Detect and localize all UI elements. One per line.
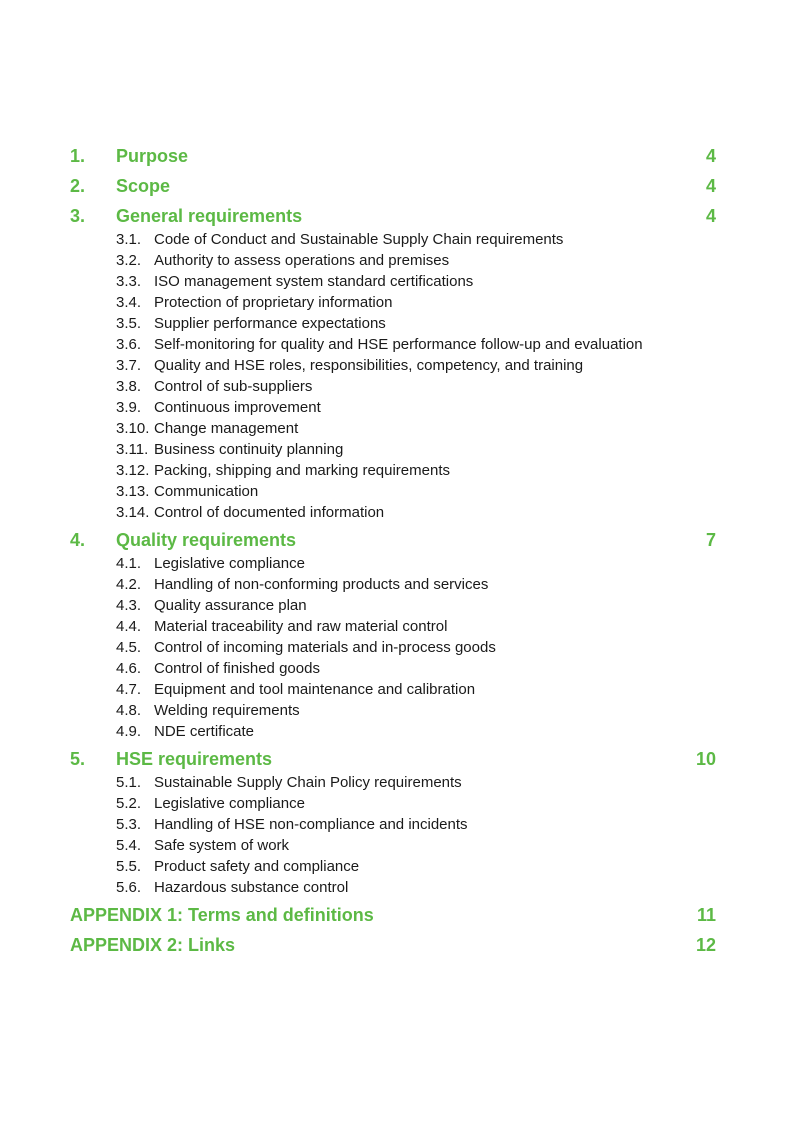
subsection-title: Handling of non-conforming products and services: [154, 576, 489, 593]
toc-subsection-entry[interactable]: [70, 574, 716, 595]
subsection-title: Control of documented information: [154, 504, 385, 521]
subsection-number: 5.5.: [116, 858, 142, 875]
subsection-title: Business continuity planning: [154, 441, 344, 458]
subsection-title: Material traceability and raw material control: [154, 618, 448, 635]
toc-subsection-entry[interactable]: [70, 418, 716, 439]
toc-section-entry[interactable]: [70, 173, 716, 199]
toc-subsection-entry[interactable]: [70, 250, 716, 271]
toc-subsection-entry[interactable]: [70, 658, 716, 679]
toc-subsection-entry[interactable]: [70, 772, 716, 793]
appendix-title: APPENDIX 2: Links: [70, 935, 236, 955]
subsection-number: 4.7.: [116, 681, 142, 698]
subsection-title: Product safety and compliance: [154, 858, 360, 875]
toc-subsection-entry[interactable]: [70, 271, 716, 292]
toc-subsection-entry[interactable]: [70, 814, 716, 835]
toc-subsection-entry[interactable]: [70, 679, 716, 700]
subsection-number: 3.9.: [116, 399, 142, 416]
subsection-title: Protection of proprietary information: [154, 294, 393, 311]
section-title: General requirements: [116, 206, 303, 226]
subsection-title: Code of Conduct and Sustainable Supply Chain requirements: [154, 231, 564, 248]
subsection-number: 3.11.: [116, 441, 149, 458]
subsection-number: 5.6.: [116, 879, 142, 896]
subsection-title: Self-monitoring for quality and HSE performance follow-up and evaluation: [154, 336, 643, 353]
table-of-contents: [70, 143, 716, 958]
subsection-number: 4.4.: [116, 618, 142, 635]
toc-section-entry[interactable]: [70, 143, 716, 169]
appendix-title: APPENDIX 1: Terms and definitions: [70, 905, 374, 925]
subsection-number: 5.3.: [116, 816, 142, 833]
subsection-number: 5.1.: [116, 774, 142, 791]
subsection-number: 4.2.: [116, 576, 142, 593]
toc-subsection-entry[interactable]: [70, 553, 716, 574]
subsection-number: 4.1.: [116, 555, 142, 572]
subsection-title: Packing, shipping and marking requirements: [154, 462, 450, 479]
section-page-number: 4: [705, 206, 716, 226]
toc-subsection-entry[interactable]: [70, 595, 716, 616]
subsection-title: Equipment and tool maintenance and calibration: [154, 681, 476, 698]
subsection-title: Quality assurance plan: [154, 597, 307, 614]
subsection-number: 3.12.: [116, 462, 150, 479]
subsection-title: Communication: [154, 483, 259, 500]
subsection-number: 4.3.: [116, 597, 142, 614]
subsection-number: 3.7.: [116, 357, 142, 374]
section-number: 5.: [70, 749, 86, 769]
subsection-title: Handling of HSE non-compliance and incidents: [154, 816, 468, 833]
subsection-title: Authority to assess operations and premises: [154, 252, 450, 269]
toc-subsection-entry[interactable]: [70, 376, 716, 397]
section-page-number: 4: [705, 146, 716, 166]
subsection-title: Supplier performance expectations: [154, 315, 386, 332]
subsection-title: Quality and HSE roles, responsibilities, competency, and training: [154, 357, 584, 374]
subsection-number: 4.8.: [116, 702, 142, 719]
section-number: 1.: [70, 146, 86, 166]
toc-section-entry[interactable]: [70, 746, 716, 772]
section-title: Purpose: [116, 146, 189, 166]
toc-subsection-entry[interactable]: [70, 229, 716, 250]
toc-subsection-entry[interactable]: [70, 502, 716, 523]
section-number: 3.: [70, 206, 86, 226]
toc-subsection-entry[interactable]: [70, 793, 716, 814]
toc-subsection-entry[interactable]: [70, 355, 716, 376]
subsection-number: 4.5.: [116, 639, 142, 656]
toc-subsection-entry[interactable]: [70, 439, 716, 460]
section-page-number: 7: [705, 530, 716, 550]
subsection-number: 4.9.: [116, 723, 142, 740]
subsection-number: 3.6.: [116, 336, 142, 353]
section-title: HSE requirements: [116, 749, 273, 769]
appendix-page-number: 11: [696, 905, 716, 925]
subsection-title: Hazardous substance control: [154, 879, 349, 896]
subsection-title: Welding requirements: [154, 702, 300, 719]
toc-subsection-entry[interactable]: [70, 460, 716, 481]
subsection-title: Continuous improvement: [154, 399, 321, 416]
toc-appendix-entry[interactable]: [70, 902, 716, 928]
subsection-number: 3.1.: [116, 231, 142, 248]
subsection-title: Legislative compliance: [154, 555, 305, 572]
toc-subsection-entry[interactable]: [70, 700, 716, 721]
subsection-title: NDE certificate: [154, 723, 255, 740]
toc-subsection-entry[interactable]: [70, 481, 716, 502]
toc-subsection-entry[interactable]: [70, 313, 716, 334]
toc-section-entry[interactable]: [70, 527, 716, 553]
subsection-title: Safe system of work: [154, 837, 290, 854]
subsection-number: 3.3.: [116, 273, 142, 290]
toc-subsection-entry[interactable]: [70, 616, 716, 637]
subsection-number: 5.2.: [116, 795, 142, 812]
subsection-number: 5.4.: [116, 837, 142, 854]
appendix-page-number: 12: [695, 935, 716, 955]
toc-subsection-entry[interactable]: [70, 397, 716, 418]
subsection-title: Control of finished goods: [154, 660, 320, 677]
subsection-number: 3.8.: [116, 378, 142, 395]
subsection-number: 3.2.: [116, 252, 142, 269]
section-number: 2.: [70, 176, 86, 196]
subsection-title: Change management: [154, 420, 299, 437]
subsection-title: ISO management system standard certifications: [154, 273, 474, 290]
toc-subsection-entry[interactable]: [70, 292, 716, 313]
subsection-number: 4.6.: [116, 660, 142, 677]
subsection-number: 3.14.: [116, 504, 150, 521]
subsection-number: 3.4.: [116, 294, 142, 311]
subsection-list: [70, 229, 716, 523]
toc-subsection-entry[interactable]: [70, 721, 716, 742]
toc-subsection-entry[interactable]: [70, 334, 716, 355]
toc-subsection-entry[interactable]: [70, 877, 716, 898]
section-page-number: 4: [705, 176, 716, 196]
subsection-title: Control of sub-suppliers: [154, 378, 313, 395]
subsection-number: 3.13.: [116, 483, 150, 500]
subsection-title: Legislative compliance: [154, 795, 305, 812]
section-page-number: 10: [695, 749, 716, 769]
section-title: Scope: [116, 176, 171, 196]
toc-section-entry[interactable]: [70, 203, 716, 229]
toc-appendix-entry[interactable]: [70, 932, 716, 958]
toc-subsection-entry[interactable]: [70, 835, 716, 856]
section-number: 4.: [70, 530, 86, 550]
toc-subsection-entry[interactable]: [70, 856, 716, 877]
subsection-title: Control of incoming materials and in-process goods: [154, 639, 496, 656]
toc-subsection-entry[interactable]: [70, 637, 716, 658]
subsection-number: 3.10.: [116, 420, 150, 437]
subsection-list: [70, 553, 716, 742]
subsection-title: Sustainable Supply Chain Policy requirements: [154, 774, 462, 791]
subsection-list: [70, 772, 716, 898]
section-title: Quality requirements: [116, 530, 297, 550]
subsection-number: 3.5.: [116, 315, 142, 332]
